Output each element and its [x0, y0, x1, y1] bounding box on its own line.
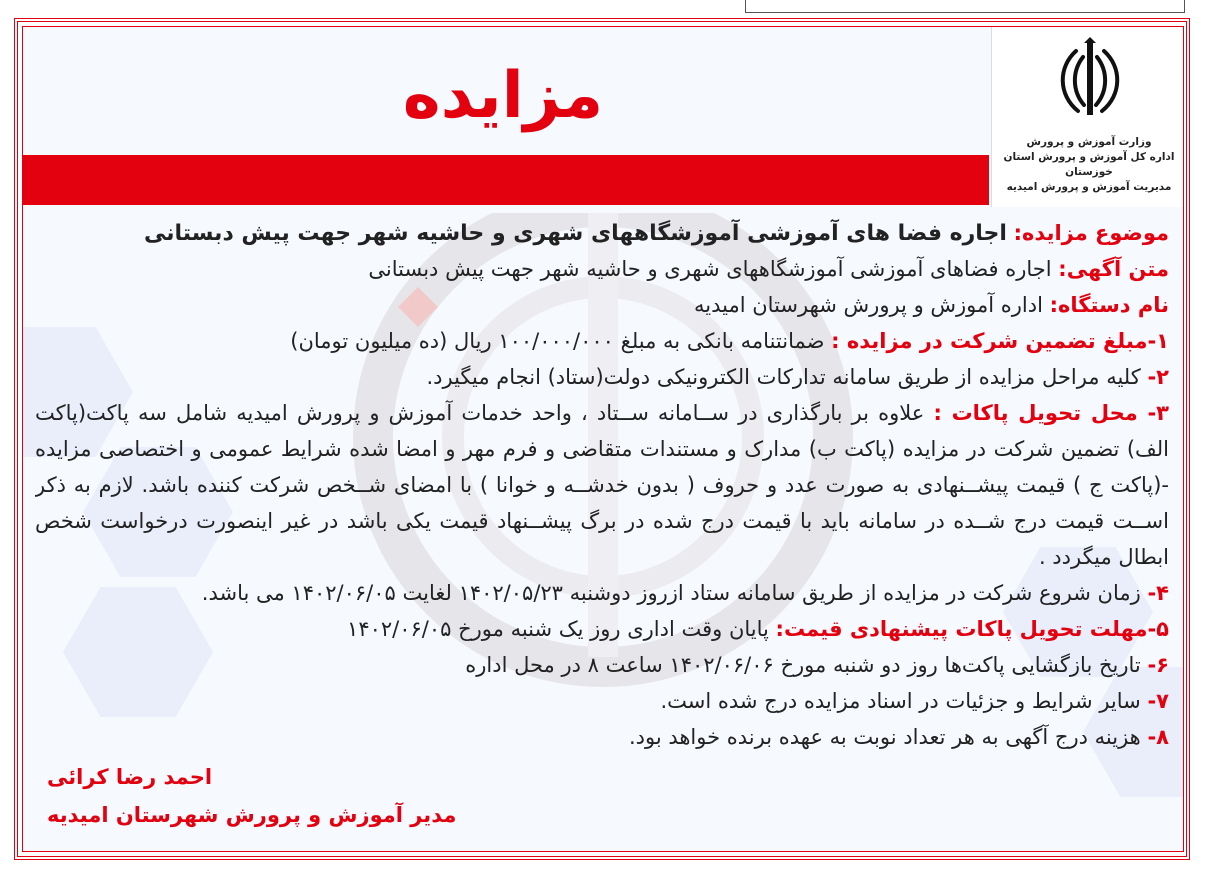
top-box: [745, 0, 1185, 13]
organization-label: نام دستگاه:: [1049, 293, 1169, 317]
logo-line: خوزستان: [1065, 166, 1113, 178]
item-8-text: هزینه درج آگهی به هر تعداد نوبت به عهده برنده خواهد بود.: [628, 725, 1141, 749]
ad-text-label: متن آگهی:: [1058, 257, 1169, 281]
ad-header: [23, 27, 983, 213]
item-7: [660, 683, 1169, 719]
item-1: [290, 323, 1169, 359]
item-4-number: ۴-: [1147, 581, 1169, 605]
ad-panel: [22, 26, 1184, 852]
item-6-text: تاریخ بازگشایی پاکت‌ها روز دو شنبه مورخ ۱۴۰۲/۰۶/۰۶ ساعت ۸ در محل اداره: [465, 653, 1141, 677]
signature-name: احمد رضا کرائی: [47, 765, 213, 789]
item-3-label: ۳- محل تحویل پاکات :: [933, 401, 1169, 425]
item-3-text: علاوه بر بارگذاری در ســامانه ســتاد ، واحد خدمات آموزش و پرورش امیدیه شامل سه پاکت(پاکت: [35, 401, 925, 425]
logo-line: اداره کل آموزش و پرورش استان: [1003, 151, 1175, 163]
subject-text: اجاره فضا های آموزشی آموزشگاههای شهری و حاشیه شهر جهت پیش دبستانی: [144, 221, 1007, 246]
item-3-line: اســت قیمت درج شــده در سامانه باید با قیمت درج شده در برگ پیشــنهاد قیمت یکی باشد در غیر اینصورت درخواست شخص: [35, 509, 1169, 533]
item-8: [629, 719, 1169, 755]
ad-text-value: اجاره فضاهای آموزشی آموزشگاههای شهری و حاشیه شهر جهت پیش دبستانی: [368, 257, 1052, 281]
item-7-number: ۷-: [1147, 689, 1169, 713]
organization-value: اداره آموزش و پرورش شهرستان امیدیه: [694, 293, 1043, 317]
item-2-number: ۲-: [1147, 365, 1169, 389]
organization-line: [694, 287, 1169, 323]
item-4-text: زمان شروع شرکت در مزایده از طریق سامانه ستاد ازروز دوشنبه ۱۴۰۲/۰۵/۲۳ لغایت ۱۴۰۲/۰۶/۰۵ می باشد.: [201, 581, 1141, 605]
item-6-number: ۶-: [1147, 653, 1169, 677]
item-2-text: کلیه مراحل مزایده از طریق سامانه تدارکات الکترونیکی دولت(ستاد) انجام میگیرد.: [426, 365, 1141, 389]
item-1-label: ۱-مبلغ تضمین شرکت در مزایده :: [831, 329, 1169, 353]
hexagon-decoration: [63, 587, 213, 717]
page-title: مزایده: [402, 59, 604, 133]
item-3-line: ابطال میگردد .: [1038, 545, 1169, 569]
iran-emblem-icon: [1050, 37, 1130, 121]
item-8-number: ۸-: [1147, 725, 1169, 749]
item-3-line: الف) تضمین شرکت در مزایده (پاکت ب) مدارک و مستندات متقاضی و فرم مهر و امضا شده شرایط عمومی و اختصاصی مزایده: [35, 437, 1169, 461]
ministry-text: [992, 135, 1184, 195]
item-5-text: پایان وقت اداری روز یک شنبه مورخ ۱۴۰۲/۰۶/۰۵: [347, 617, 769, 641]
subject-line: [144, 215, 1169, 251]
item-1-text: ضمانتنامه بانکی به مبلغ ۱۰۰/۰۰۰/۰۰۰ ریال (ده میلیون تومان): [290, 329, 825, 353]
logo-line: مدیریت آموزش و پرورش امیدیه: [1006, 181, 1172, 193]
item-2: [426, 359, 1169, 395]
ministry-logo: [991, 27, 1184, 207]
item-5-label: ۵-مهلت تحویل پاکات پیشنهادی قیمت:: [775, 617, 1169, 641]
signature-position: مدیر آموزش و پرورش شهرستان امیدیه: [47, 803, 457, 827]
item-7-text: سایر شرایط و جزئیات در اسناد مزایده درج شده است.: [660, 689, 1141, 713]
red-banner: [23, 155, 989, 205]
item-3-line: -(پاکت ج ) قیمت پیشــنهادی به صورت عدد و حروف ( بدون خدشــه و خوانا ) با امضای شــخص شرکت کننده باشد. لازم به ذکر: [35, 473, 1169, 497]
item-6: [465, 647, 1169, 683]
ad-text-line: [368, 251, 1169, 287]
logo-line: وزارت آموزش و پرورش: [1026, 136, 1152, 148]
item-5: [347, 611, 1169, 647]
subject-label: موضوع مزایده:: [1013, 221, 1169, 245]
item-4: [202, 575, 1169, 611]
item-3-line: [35, 395, 1169, 431]
